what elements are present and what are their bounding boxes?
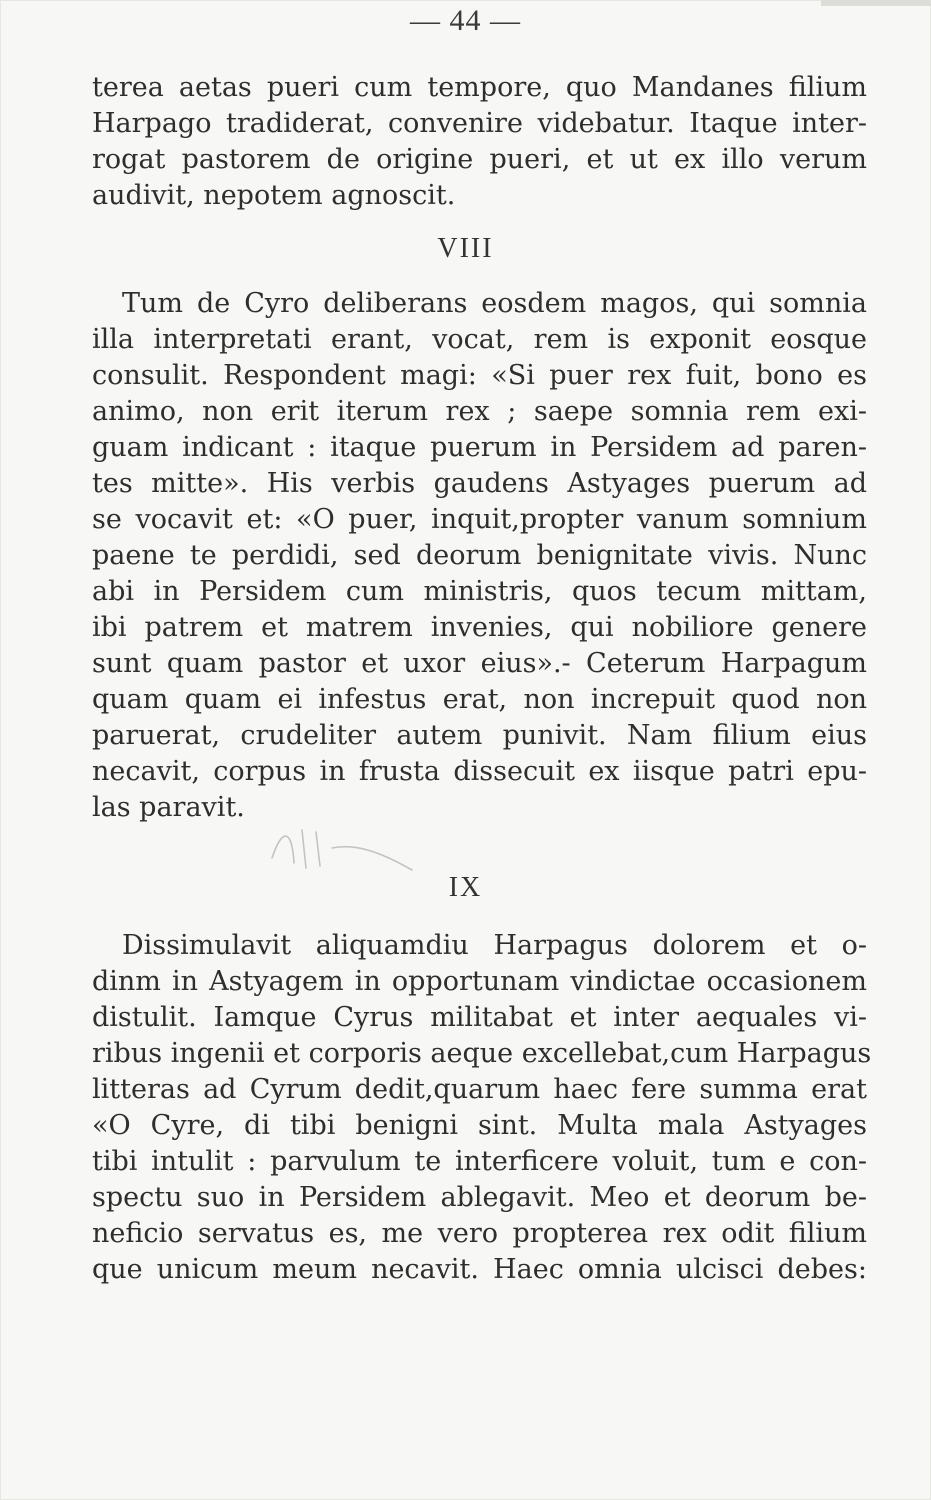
text-line: consulit. Respondent magi: «Si puer rex fuit, bono es <box>92 360 867 391</box>
text-line: guam indicant : itaque puerum in Persidem ad paren- <box>92 432 867 463</box>
section-ix-body <box>92 928 872 1288</box>
text-line: paruerat, crudeliter autem punivit. Nam filium eius <box>92 720 867 751</box>
text-line: animo, non erit iterum rex ; saepe somnia rem exi- <box>92 396 867 427</box>
page-number: — 44 — <box>410 4 521 37</box>
text-line: ibi patrem et matrem invenies, qui nobiliore genere <box>92 612 867 643</box>
text-line: las paravit. <box>92 792 245 823</box>
text-line: abi in Persidem cum ministris, quos tecum mittam, <box>92 576 867 607</box>
text-line: tibi intulit : parvulum te interficere voluit, tum e con- <box>92 1146 867 1177</box>
text-line: distulit. Iamque Cyrus militabat et inter aequales vi- <box>92 1002 867 1033</box>
text-line: tes mitte». His verbis gaudens Astyages puerum ad <box>92 468 867 499</box>
section-heading-ix: IX <box>448 872 483 903</box>
text-line: neficio servatus es, me vero propterea rex odit filium <box>92 1218 867 1249</box>
pencil-scribble-mark <box>262 818 422 878</box>
text-line: litteras ad Cyrum dedit,quarum haec fere summa erat <box>92 1074 867 1105</box>
text-line: terea aetas pueri cum tempore, quo Mandanes filium <box>92 72 867 103</box>
text-line: quam quam ei infestus erat, non increpuit quod non <box>92 684 867 715</box>
text-line: sunt quam pastor et uxor eius».- Ceterum Harpagum <box>92 648 867 679</box>
text-line: Dissimulavit aliquamdiu Harpagus dolorem et o- <box>122 930 867 961</box>
text-line: necavit, corpus in frusta dissecuit ex iisque patri epu- <box>92 756 867 787</box>
section-viii-body <box>92 286 867 826</box>
text-line: ribus ingenii et corporis aeque excellebat,cum Harpagus <box>92 1038 872 1069</box>
text-line: rogat pastorem de origine pueri, et ut ex illo verum <box>92 144 867 175</box>
text-line: dinm in Astyagem in opportunam vindictae occasionem <box>92 966 867 997</box>
text-line: spectu suo in Persidem ablegavit. Meo et deorum be- <box>92 1182 867 1213</box>
text-line: Tum de Cyro deliberans eosdem magos, qui somnia <box>122 288 867 319</box>
text-line: «O Cyre, di tibi benigni sint. Multa mala Astyages <box>92 1110 867 1141</box>
text-line: Harpago tradiderat, convenire videbatur. Itaque inter- <box>92 108 867 139</box>
section-heading-viii: VIII <box>437 233 494 264</box>
paragraph-continuation <box>92 70 867 214</box>
text-line: audivit, nepotem agnoscit. <box>92 180 456 211</box>
text-line: paene te perdidi, sed deorum benignitate vivis. Nunc <box>92 540 867 571</box>
text-line: illa interpretati erant, vocat, rem is exponit eosque <box>92 324 867 355</box>
text-line: se vocavit et: «O puer, inquit,propter vanum somnium <box>92 504 867 535</box>
text-line: que unicum meum necavit. Haec omnia ulcisci debes: <box>92 1254 867 1285</box>
